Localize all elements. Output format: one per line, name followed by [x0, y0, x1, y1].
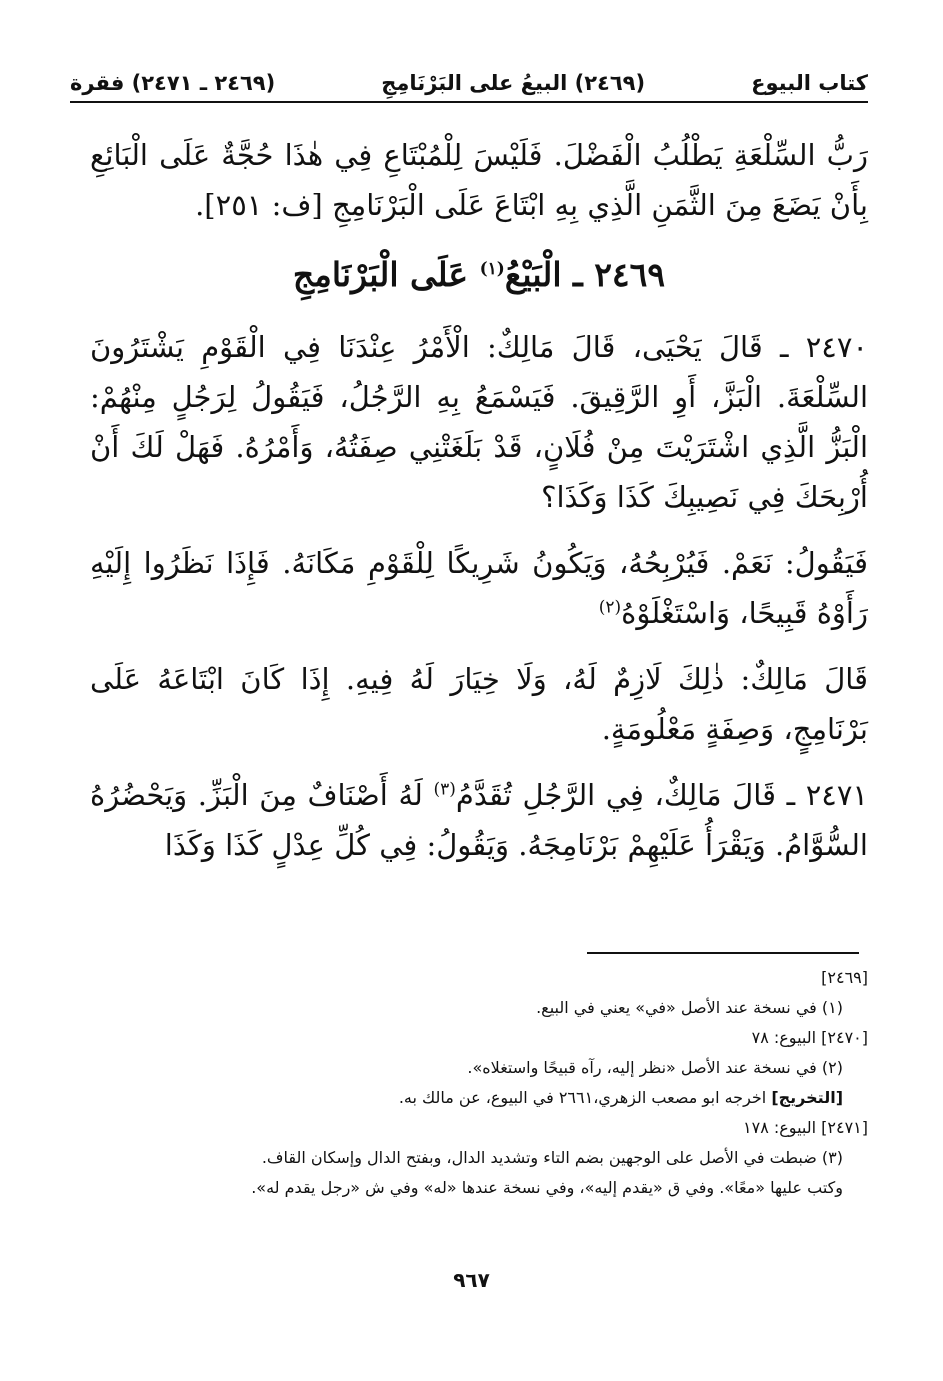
paragraph-4: قَالَ مَالِكٌ: ذٰلِكَ لَازِمٌ لَهُ، وَلَا خِيَارَ لَهُ فِيهِ. إِذَا كَانَ ابْتَاعَهُ عَلَى بَرْنَامِجٍ، وَصِفَةٍ مَعْلُومَةٍ.	[90, 662, 868, 746]
takhrij-label: [التخريج]	[771, 1088, 843, 1107]
footnote-marker-3: (٣)	[433, 779, 456, 800]
book-title: كتاب البيوع	[751, 71, 868, 95]
page-number: ٩٦٧	[453, 1268, 490, 1292]
paragraph-number: ٢٤٧٠ ـ	[779, 330, 868, 364]
chapter-title: (٢٤٦٩) البيعُ على البَرْنَامِجِ	[381, 71, 646, 95]
note-ref-2469: [٢٤٦٩]	[821, 968, 868, 987]
paragraph-number: ٢٤٧١ ـ	[786, 778, 869, 812]
note-ref-2471: [٢٤٧١] البيوع: ١٧٨	[743, 1118, 868, 1137]
takhrij-text: اخرجه ابو مصعب الزهري،٢٦٦١ في البيوع، عن مالك به.	[398, 1088, 767, 1107]
paragraph-range: (٢٤٦٩ ـ ٢٤٧١) فقرة	[70, 71, 276, 95]
footnotes	[90, 964, 868, 1204]
heading-word: الْبَيْعُ	[504, 255, 562, 294]
paragraph-3	[90, 538, 868, 638]
footnote-marker-2: (٢)	[598, 597, 622, 618]
heading-rest: عَلَى الْبَرْنَامِجِ	[292, 255, 469, 294]
paragraph-text: قَالَ يَحْيَى، قَالَ مَالِكٌ: الْأَمْرُ عِنْدَنَا فِي الْقَوْمِ يَشْتَرُونَ السِّلْعَةَ. الْبَزَّ، أَوِ الرَّقِيقَ. فَيَسْمَعُ بِهِ الرَّجُلُ، فَيَقُولُ لِرَجُلٍ مِنْهُمْ: الْبَزُّ الَّذِي اشْتَرَيْتَ مِنْ فُلَانٍ، قَدْ بَلَغَتْنِي صِفَتُهُ، وَأَمْرُهُ. فَهَلْ لَكَ أَنْ أُرْبِحَكَ فِي نَصِيبِكَ كَذَا وَكَذَا؟	[90, 330, 868, 514]
footnote-marker-1: (١)	[479, 259, 505, 279]
footnote-3-line-1: (٣) ضبطت في الأصل على الوجهين بضم التاء وتشديد الدال، وبفتح الدال وإسكان القاف.	[261, 1148, 843, 1167]
footnote-3-line-2: وكتب عليها «معًا». وفي ق «يقدم إليه»، وفي نسخة عندها «له» وفي ش «رجل يقدم له».	[251, 1178, 843, 1197]
paragraph-text-a: قَالَ مَالِكٌ، فِي الرَّجُلِ تُقَدَّمُ	[455, 778, 776, 812]
paragraph-2471	[90, 770, 868, 870]
paragraph-continued: رَبُّ السِّلْعَةِ يَطْلُبُ الْفَضْلَ. فَلَيْسَ لِلْمُبْتَاعِ فِي هٰذَا حُجَّةٌ عَلَى الْبَائِعِ بِأَنْ يَضَعَ مِنَ الثَّمَنِ الَّذِي بِهِ ابْتَاعَ عَلَى الْبَرْنَامِجِ [ف: ٢٥١].	[90, 138, 868, 222]
section-heading	[90, 250, 868, 300]
footnote-divider	[587, 952, 859, 954]
running-header	[70, 55, 868, 103]
footnote-2: (٢) في نسخة عند الأصل «نظر إليه، رآه قبيحًا واستغلاه».	[467, 1058, 843, 1077]
paragraph-2470	[90, 322, 868, 522]
takhrij-note	[90, 1084, 868, 1111]
paragraph-text: فَيَقُولُ: نَعَمْ. فَيُرْبِحُهُ، وَيَكُونُ شَرِيكًا لِلْقَوْمِ مَكَانَهُ. فَإِذَا نَظَرُوا إِلَيْهِ رَأَوْهُ قَبِيحًا، وَاسْتَغْلَوْهُ	[90, 546, 868, 630]
footnote-1: (١) في نسخة عند الأصل «في» يعني في البيع.	[536, 998, 843, 1017]
paragraph-text-b: لَهُ أَصْنَافٌ مِنَ الْبَزِّ. وَيَحْضُرُهُ السُّوَّامُ. وَيَقْرَأُ عَلَيْهِمْ بَرْنَامِجَهُ. وَيَقُولُ: فِي كُلِّ عِدْلٍ كَذَا وَكَذَا	[90, 778, 868, 862]
heading-number: ٢٤٦٩ ـ	[573, 255, 666, 294]
main-text	[90, 130, 868, 886]
note-ref-2470: [٢٤٧٠] البيوع: ٧٨	[751, 1028, 868, 1047]
